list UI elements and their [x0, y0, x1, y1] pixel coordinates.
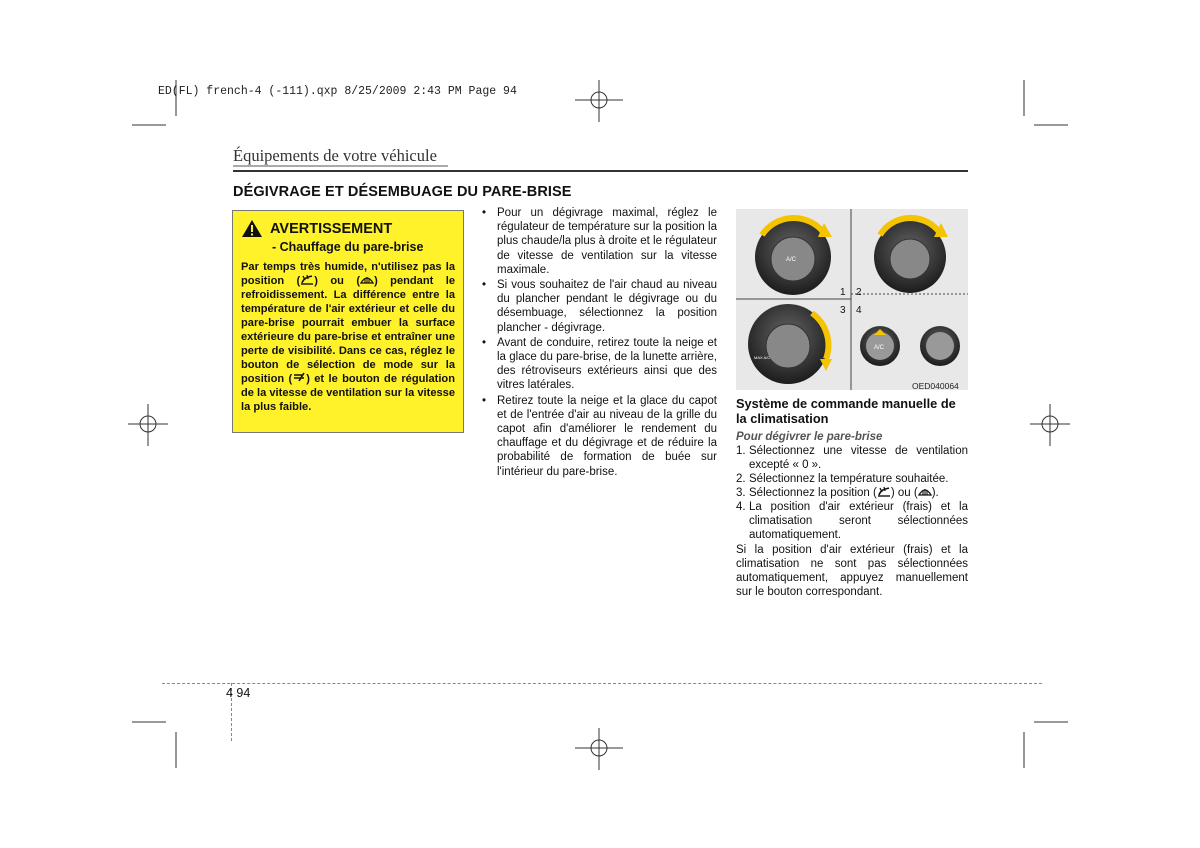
temperature-knob: [874, 218, 948, 293]
step-number: 4.: [736, 501, 746, 513]
step-item: [736, 472, 968, 486]
step-item: [736, 444, 968, 472]
figure-label-4: 4: [856, 305, 862, 316]
step-item: [736, 500, 968, 542]
step-item: [736, 486, 968, 500]
page-number: 4 94: [226, 686, 251, 700]
page-heading: DÉGIVRAGE ET DÉSEMBUAGE DU PARE-BRISE: [233, 184, 572, 200]
climate-control-illustration: [736, 209, 968, 390]
face-defrost-mode-icon: [292, 372, 306, 383]
max-ac-label: MAX A/C: [754, 355, 771, 360]
defrost-icon: [918, 486, 932, 497]
manual-ac-section: [736, 396, 968, 599]
warning-text-part: Par temps très humide, n'utilisez pas la position (: [241, 261, 455, 287]
step-number: 2.: [736, 473, 746, 485]
step-text: La position d'air extérieur (frais) et la climatisation seront sélectionnées automatiquement.: [749, 501, 968, 541]
step-text: ) ou (: [890, 487, 918, 499]
section-title: Équipements de votre véhicule: [233, 146, 437, 165]
floor-defrost-icon: [300, 274, 314, 285]
step-number: 1.: [736, 445, 746, 457]
warning-text-part: ) et le bouton de régulation de la vitesse de ventilation sur la vitesse la plus faible.: [241, 373, 455, 413]
climate-control-figure: [736, 209, 968, 390]
figure-label-2: 2: [856, 287, 862, 298]
list-item: • Avant de conduire, retirez toute la neige et la glace du pare-brise, de la lunette arrière, des rétroviseurs extérieurs ainsi que des vitres latérales.: [482, 336, 717, 393]
warning-header: [241, 219, 455, 238]
instructions-list: [482, 206, 717, 480]
figure-code: OED040064: [912, 381, 959, 391]
warning-text-part: ) ou (: [314, 275, 361, 287]
step-text: Sélectionnez une vitesse de ventilation excepté « 0 ».: [749, 445, 968, 471]
section-paragraph: Si la position d'air extérieur (frais) et la climatisation ne sont pas sélectionnées automatiquement, appuyez manuellement sur le bouton correspondant.: [736, 544, 968, 598]
step-text: ).: [931, 487, 939, 499]
list-item: • Si vous souhaitez de l'air chaud au niveau du plancher pendant le dégivrage ou du désembuage, sélectionnez la position plancher - dégivrage.: [482, 278, 717, 335]
warning-text-part: ) pendant le refroidissement. La différence entre la température de l'air extérieur et celle du pare-brise pourrait embuer la surface extérieure du pare-brise et entraîner une perte de visibilité. Dans ce cas, réglez le bouton de sélection de mode sur la position (: [241, 275, 455, 385]
warning-text: [241, 260, 455, 414]
warning-box: [232, 210, 464, 433]
list-item: • Pour un dégivrage maximal, réglez le régulateur de température sur la position la plus chaude/la plus à droite et le régulateur de vitesse de ventilation sur la vitesse maximale.: [482, 206, 717, 277]
figure-label-1: 1: [840, 287, 846, 298]
floor-defrost-icon: [877, 486, 891, 497]
step-number: 3.: [736, 487, 746, 499]
step-text: Sélectionnez la température souhaitée.: [749, 473, 949, 485]
step-text: Sélectionnez la position (: [749, 487, 877, 499]
mode-knob: [748, 304, 832, 384]
ac-label: A/C: [786, 257, 797, 263]
warning-subtitle: - Chauffage du pare-brise: [272, 240, 424, 254]
ac-button-label: A/C: [874, 345, 885, 351]
title-rule: [233, 170, 968, 172]
list-item: • Retirez toute la neige et la glace du capot et de l'entrée d'air au niveau de la grille du capot afin d'améliorer le rendement du chauffage et du dégivrage et de réduire la probabilité de formation de buée sur l'intérieur du pare-brise.: [482, 394, 717, 479]
warning-title: AVERTISSEMENT: [270, 220, 393, 237]
section-subheading: Pour dégivrer le pare-brise: [736, 431, 883, 443]
recirculation-button: [920, 326, 960, 366]
warning-triangle-icon: [241, 219, 263, 238]
file-header: ED(FL) french-4 (-111).qxp 8/25/2009 2:43 PM Page 94: [158, 85, 517, 98]
section-heading: Système de commande manuelle de la climatisation: [736, 396, 956, 426]
figure-label-3: 3: [840, 305, 846, 316]
defrost-icon: [360, 274, 374, 285]
footer-rule: [162, 683, 1042, 684]
